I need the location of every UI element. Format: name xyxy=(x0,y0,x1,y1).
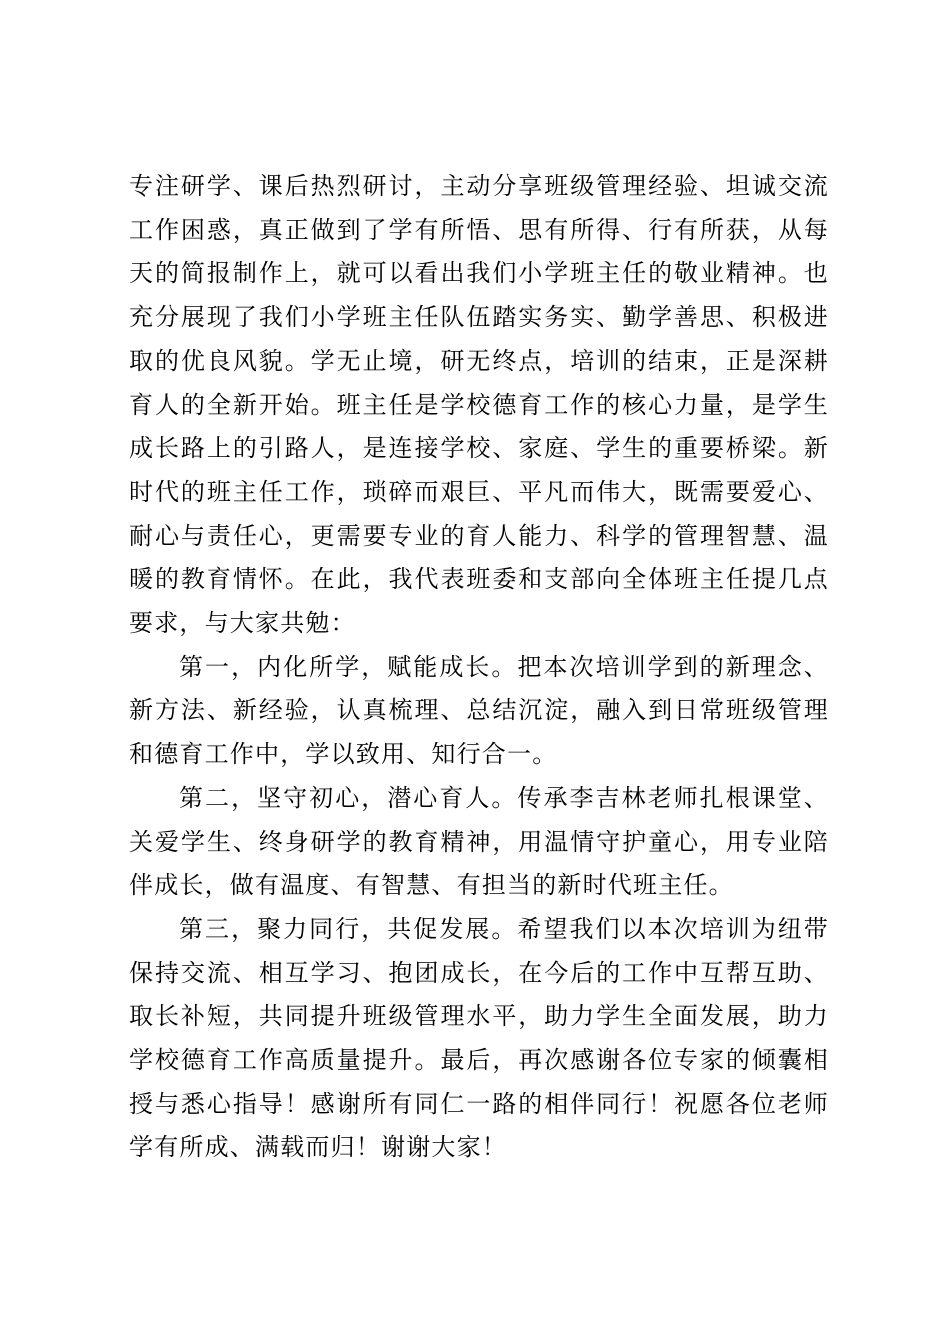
paragraph-point-three: 第三，聚力同行，共促发展。希望我们以本次培训为纽带保持交流、相互学习、抱团成长，在今后的工作中互帮互助、取长补短，共同提升班级管理水平，助力学生全面发展，助力学校德育工作高质量提升。最后，再次感谢各位专家的倾囊相授与悉心指导！感谢所有同仁一路的相伴同行！祝愿各位老师学有所成、满载而归！谢谢大家！ xyxy=(129,914,829,1162)
paragraph-point-one: 第一，内化所学，赋能成长。把本次培训学到的新理念、新方法、新经验，认真梳理、总结沉淀，融入到日常班级管理和德育工作中，学以致用、知行合一。 xyxy=(129,652,829,769)
body-text xyxy=(129,165,829,1170)
paragraph-continuation: 专注研学、课后热烈研讨，主动分享班级管理经验、坦诚交流工作困惑，真正做到了学有所悟、思有所得、行有所获，从每天的简报制作上，就可以看出我们小学班主任的敬业精神。也充分展现了我们小学班主任队伍踏实务实、勤学善思、积极进取的优良风貌。学无止境，研无终点，培训的结束，正是深耕育人的全新开始。班主任是学校德育工作的核心力量，是学生成长路上的引路人，是连接学校、家庭、学生的重要桥梁。新时代的班主任工作，琐碎而艰巨、平凡而伟大，既需要爱心、耐心与责任心，更需要专业的育人能力、科学的管理智慧、温暖的教育情怀。在此，我代表班委和支部向全体班主任提几点要求，与大家共勉： xyxy=(129,172,829,638)
paragraph-point-two: 第二，坚守初心，潜心育人。传承李吉林老师扎根课堂、关爱学生、终身研学的教育精神，用温情守护童心，用专业陪伴成长，做有温度、有智慧、有担当的新时代班主任。 xyxy=(129,783,829,900)
